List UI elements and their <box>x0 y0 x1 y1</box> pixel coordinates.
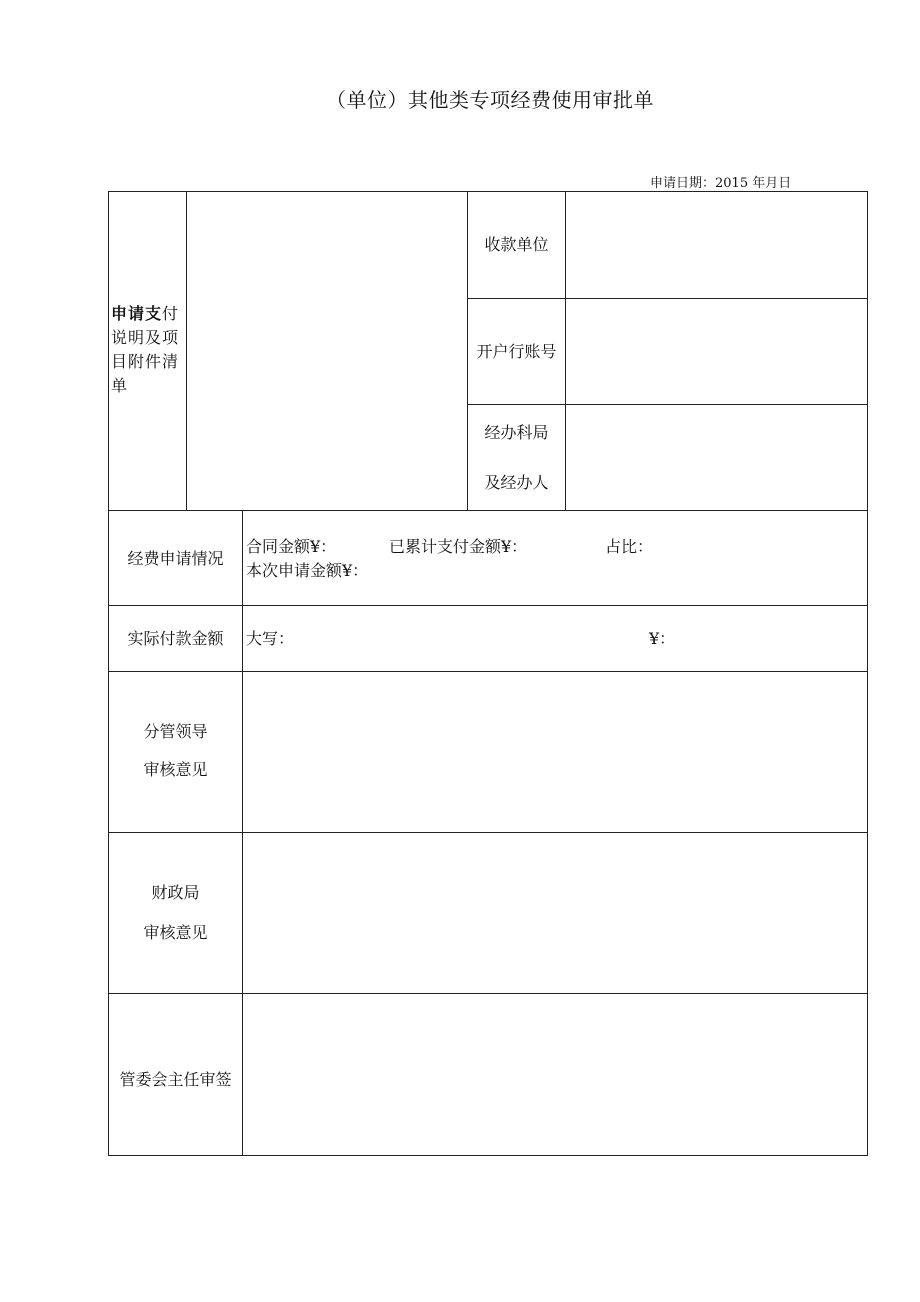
form-title: （单位）其他类专项经费使用审批单 <box>326 88 654 112</box>
handler-label-line1: 经办科局 <box>484 422 549 442</box>
leader-review-line1: 分管领导 <box>143 722 208 741</box>
leader-review-field[interactable] <box>243 672 868 832</box>
payee-label: 收款单位 <box>484 235 549 254</box>
finance-review-field[interactable] <box>243 833 868 993</box>
handler-label <box>468 405 565 510</box>
leader-review-line2: 审核意见 <box>143 760 208 779</box>
divider <box>109 605 868 606</box>
payment-description-label-bold: 申请支 <box>111 304 163 323</box>
actual-payment-label: 实际付款金额 <box>127 629 224 648</box>
funding-label: 经费申请情况 <box>127 549 224 568</box>
bank-account-field[interactable] <box>566 299 868 404</box>
payment-description-field[interactable] <box>187 192 467 510</box>
approval-form-table <box>108 191 868 1156</box>
amount-in-words: 大写： <box>246 629 295 648</box>
handler-label-line2: 及经办人 <box>484 472 549 492</box>
leader-review-label <box>109 711 242 791</box>
amount-in-figures: ¥： <box>649 629 676 648</box>
finance-review-line1: 财政局 <box>151 883 200 902</box>
application-date: 申请日期：2015 年月日 <box>650 176 792 191</box>
accumulated-amount: 已累计支付金额¥： <box>389 537 528 556</box>
contract-amount: 合同金额¥： <box>246 537 337 556</box>
payee-field[interactable] <box>566 192 868 298</box>
current-request-amount: 本次申请金额¥： <box>246 561 369 580</box>
payment-description-label-rest: 付说明及项目附件清单 <box>111 304 180 395</box>
divider <box>109 510 868 511</box>
finance-review-label <box>109 873 242 953</box>
payment-ratio: 占比： <box>605 537 654 556</box>
handler-field[interactable] <box>566 405 868 510</box>
payment-description-label <box>111 302 187 398</box>
finance-review-line2: 审核意见 <box>143 923 208 942</box>
bank-account-label: 开户行账号 <box>476 342 557 361</box>
director-sign-field[interactable] <box>243 994 868 1156</box>
director-sign-label: 管委会主任审签 <box>119 1070 232 1089</box>
